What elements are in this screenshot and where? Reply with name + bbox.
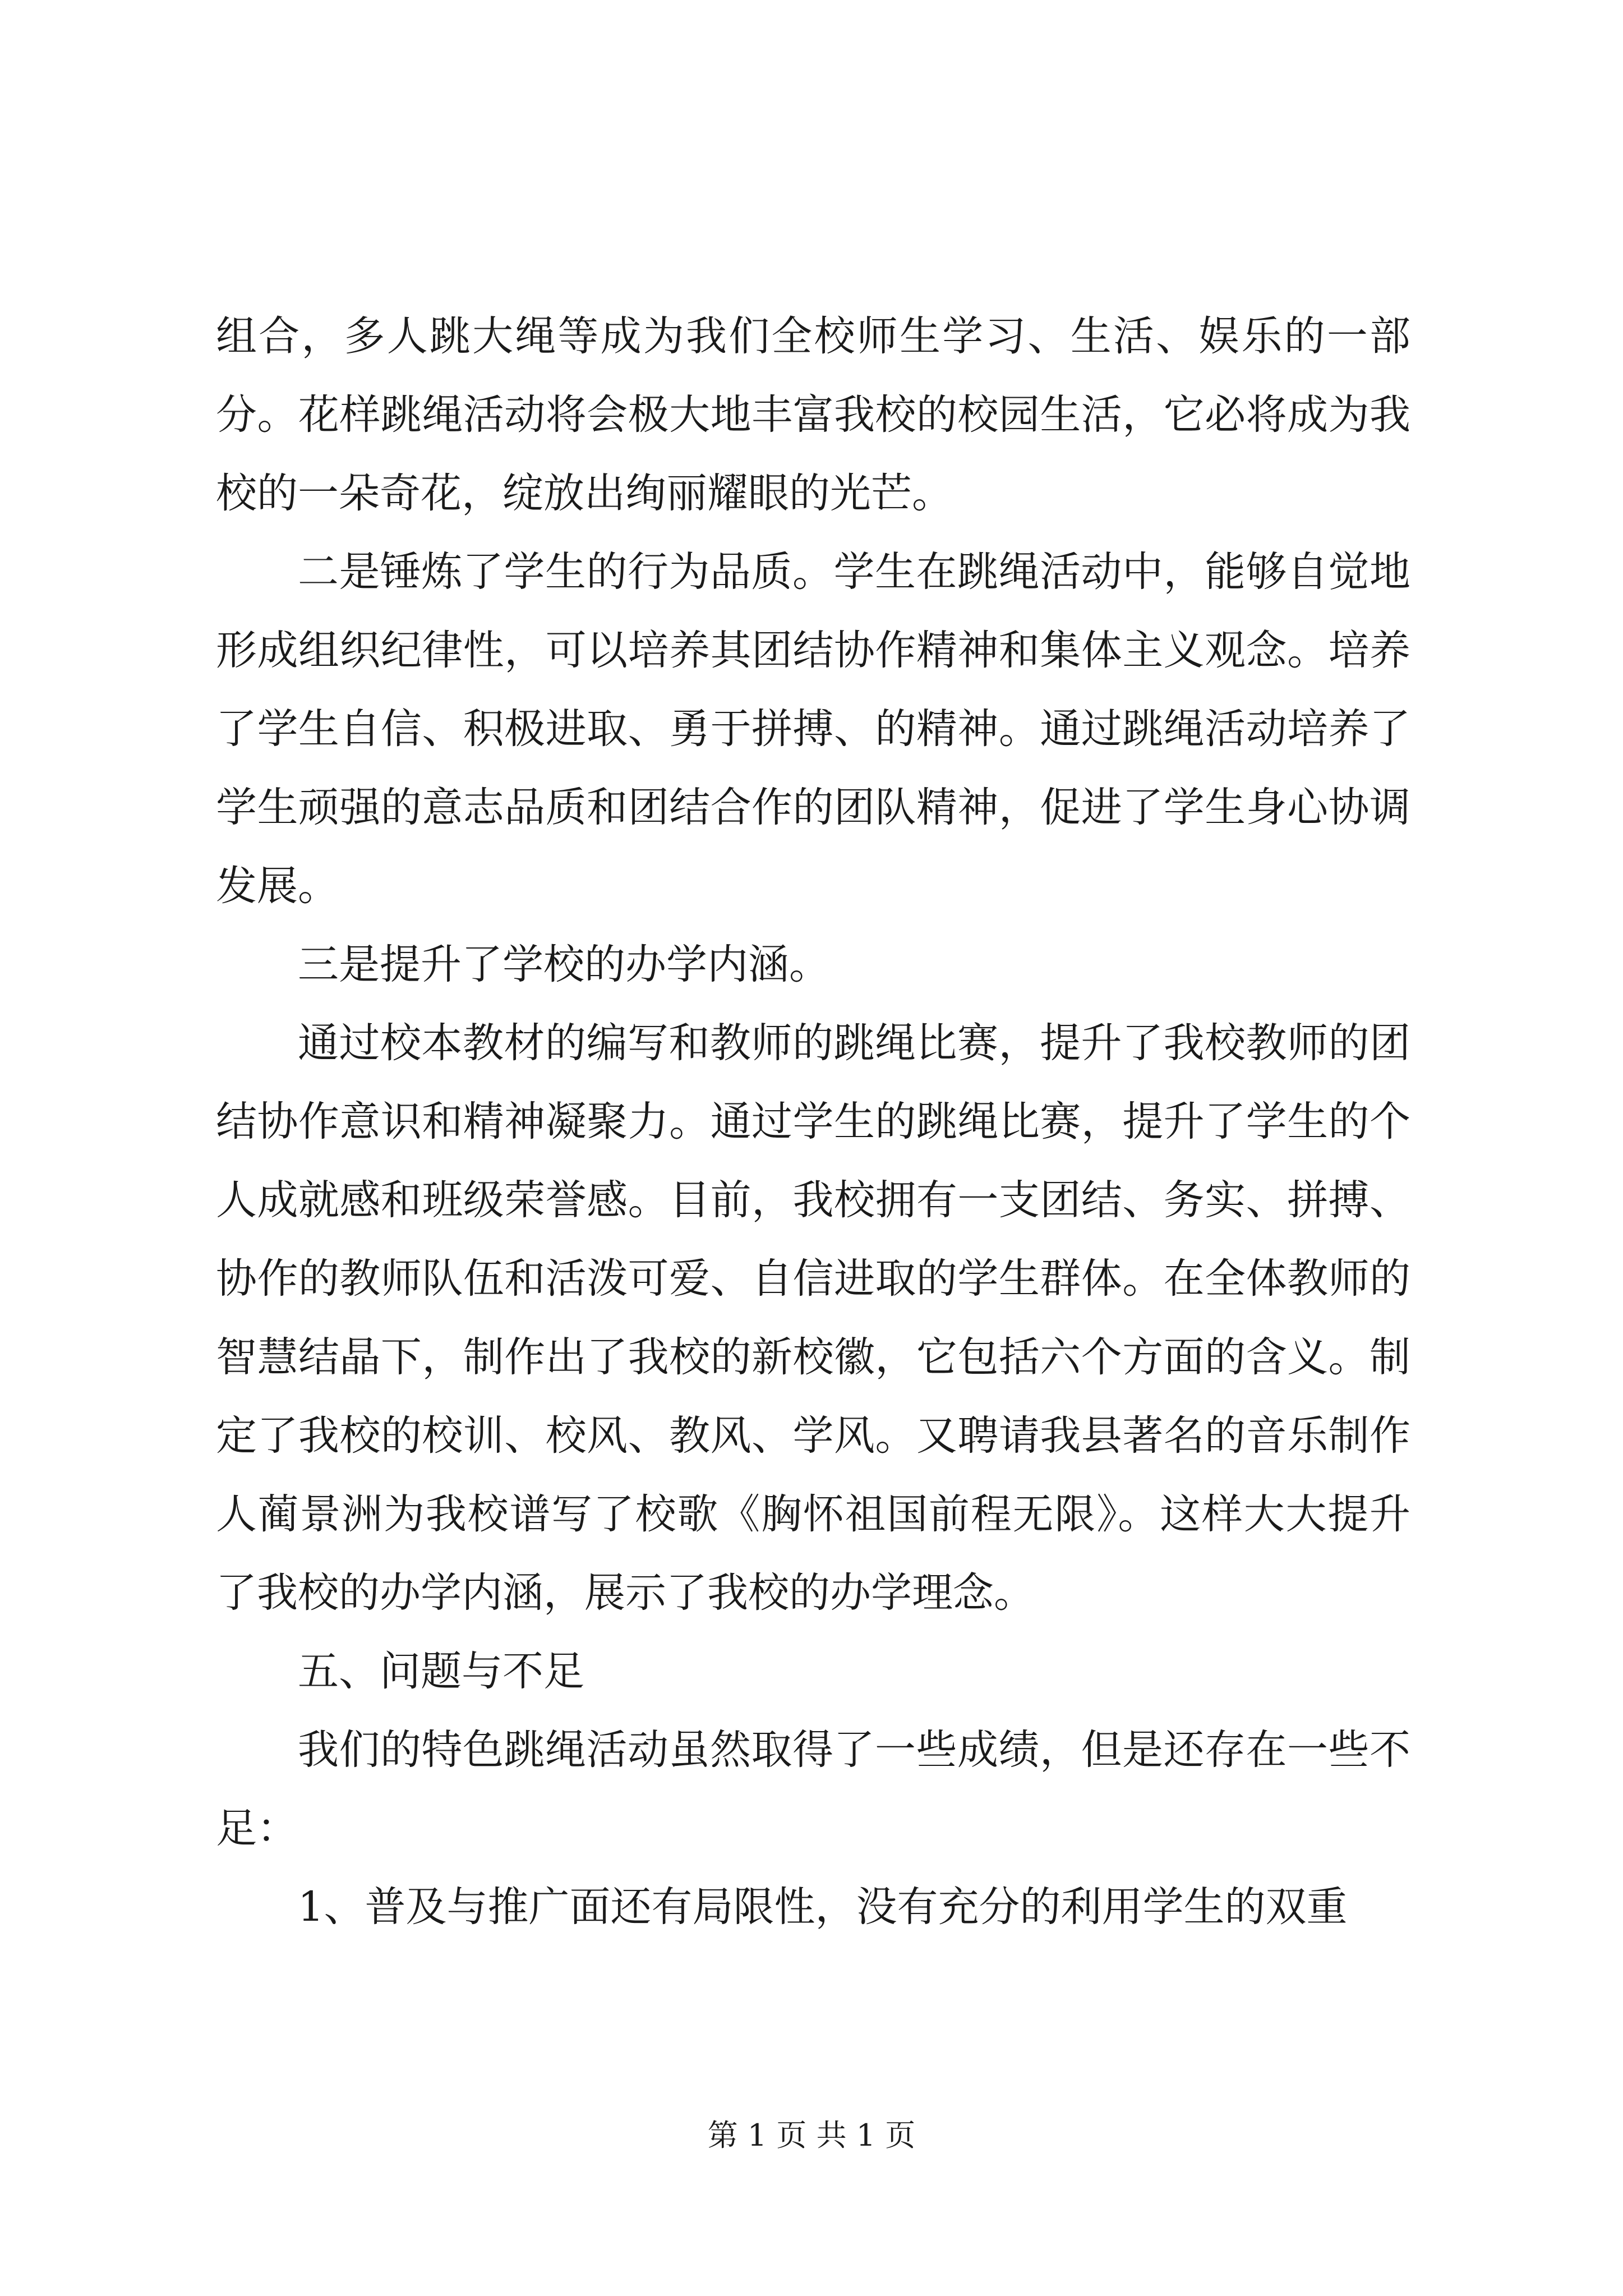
paragraph-2: 二是锤炼了学生的行为品质。学生在跳绳活动中，能够自觉地形成组织纪律性，可以培养其团结协作精神和集体主义观念。培养了学生自信、积极进取、勇于拼搏、的精神。通过跳绳活动培养了学生顽强的意志品质和团结合作的团队精神，促进了学生身心协调发展。	[216, 548, 1410, 910]
paragraph-7: 1、普及与推广面还有局限性，没有充分的利用学生的双重	[298, 1883, 1348, 1931]
paragraph-3: 三是提升了学校的办学内涵。	[298, 941, 830, 988]
page-footer: 第 1 页 共 1 页	[707, 2118, 916, 2153]
paragraph-4: 通过校本教材的编写和教师的跳绳比赛，提升了我校教师的团结协作意识和精神凝聚力。通过学生的跳绳比赛，提升了学生的个人成就感和班级荣誉感。目前，我校拥有一支团结、务实、拼搏、协作的教师队伍和活泼可爱、自信进取的学生群体。在全体教师的智慧结晶下，制作出了我校的新校徽，它包括六个方面的含义。制定了我校的校训、校风、教风、学风。又聘请我县著名的音乐制作人蔺景洲为我校谱写了校歌《胸怀祖国前程无限》。这样大大提升了我校的办学内涵，展示了我校的办学理念。	[216, 1019, 1410, 1617]
section-heading: 五、问题与不足	[298, 1648, 584, 1695]
paragraph-6: 我们的特色跳绳活动虽然取得了一些成绩，但是还存在一些不足：	[216, 1726, 1410, 1852]
document-body	[216, 297, 1410, 1947]
paragraph-1: 组合，多人跳大绳等成为我们全校师生学习、生活、娱乐的一部分。花样跳绳活动将会极大地丰富我校的校园生活，它必将成为我校的一朵奇花，绽放出绚丽耀眼的光芒。	[216, 312, 1410, 517]
